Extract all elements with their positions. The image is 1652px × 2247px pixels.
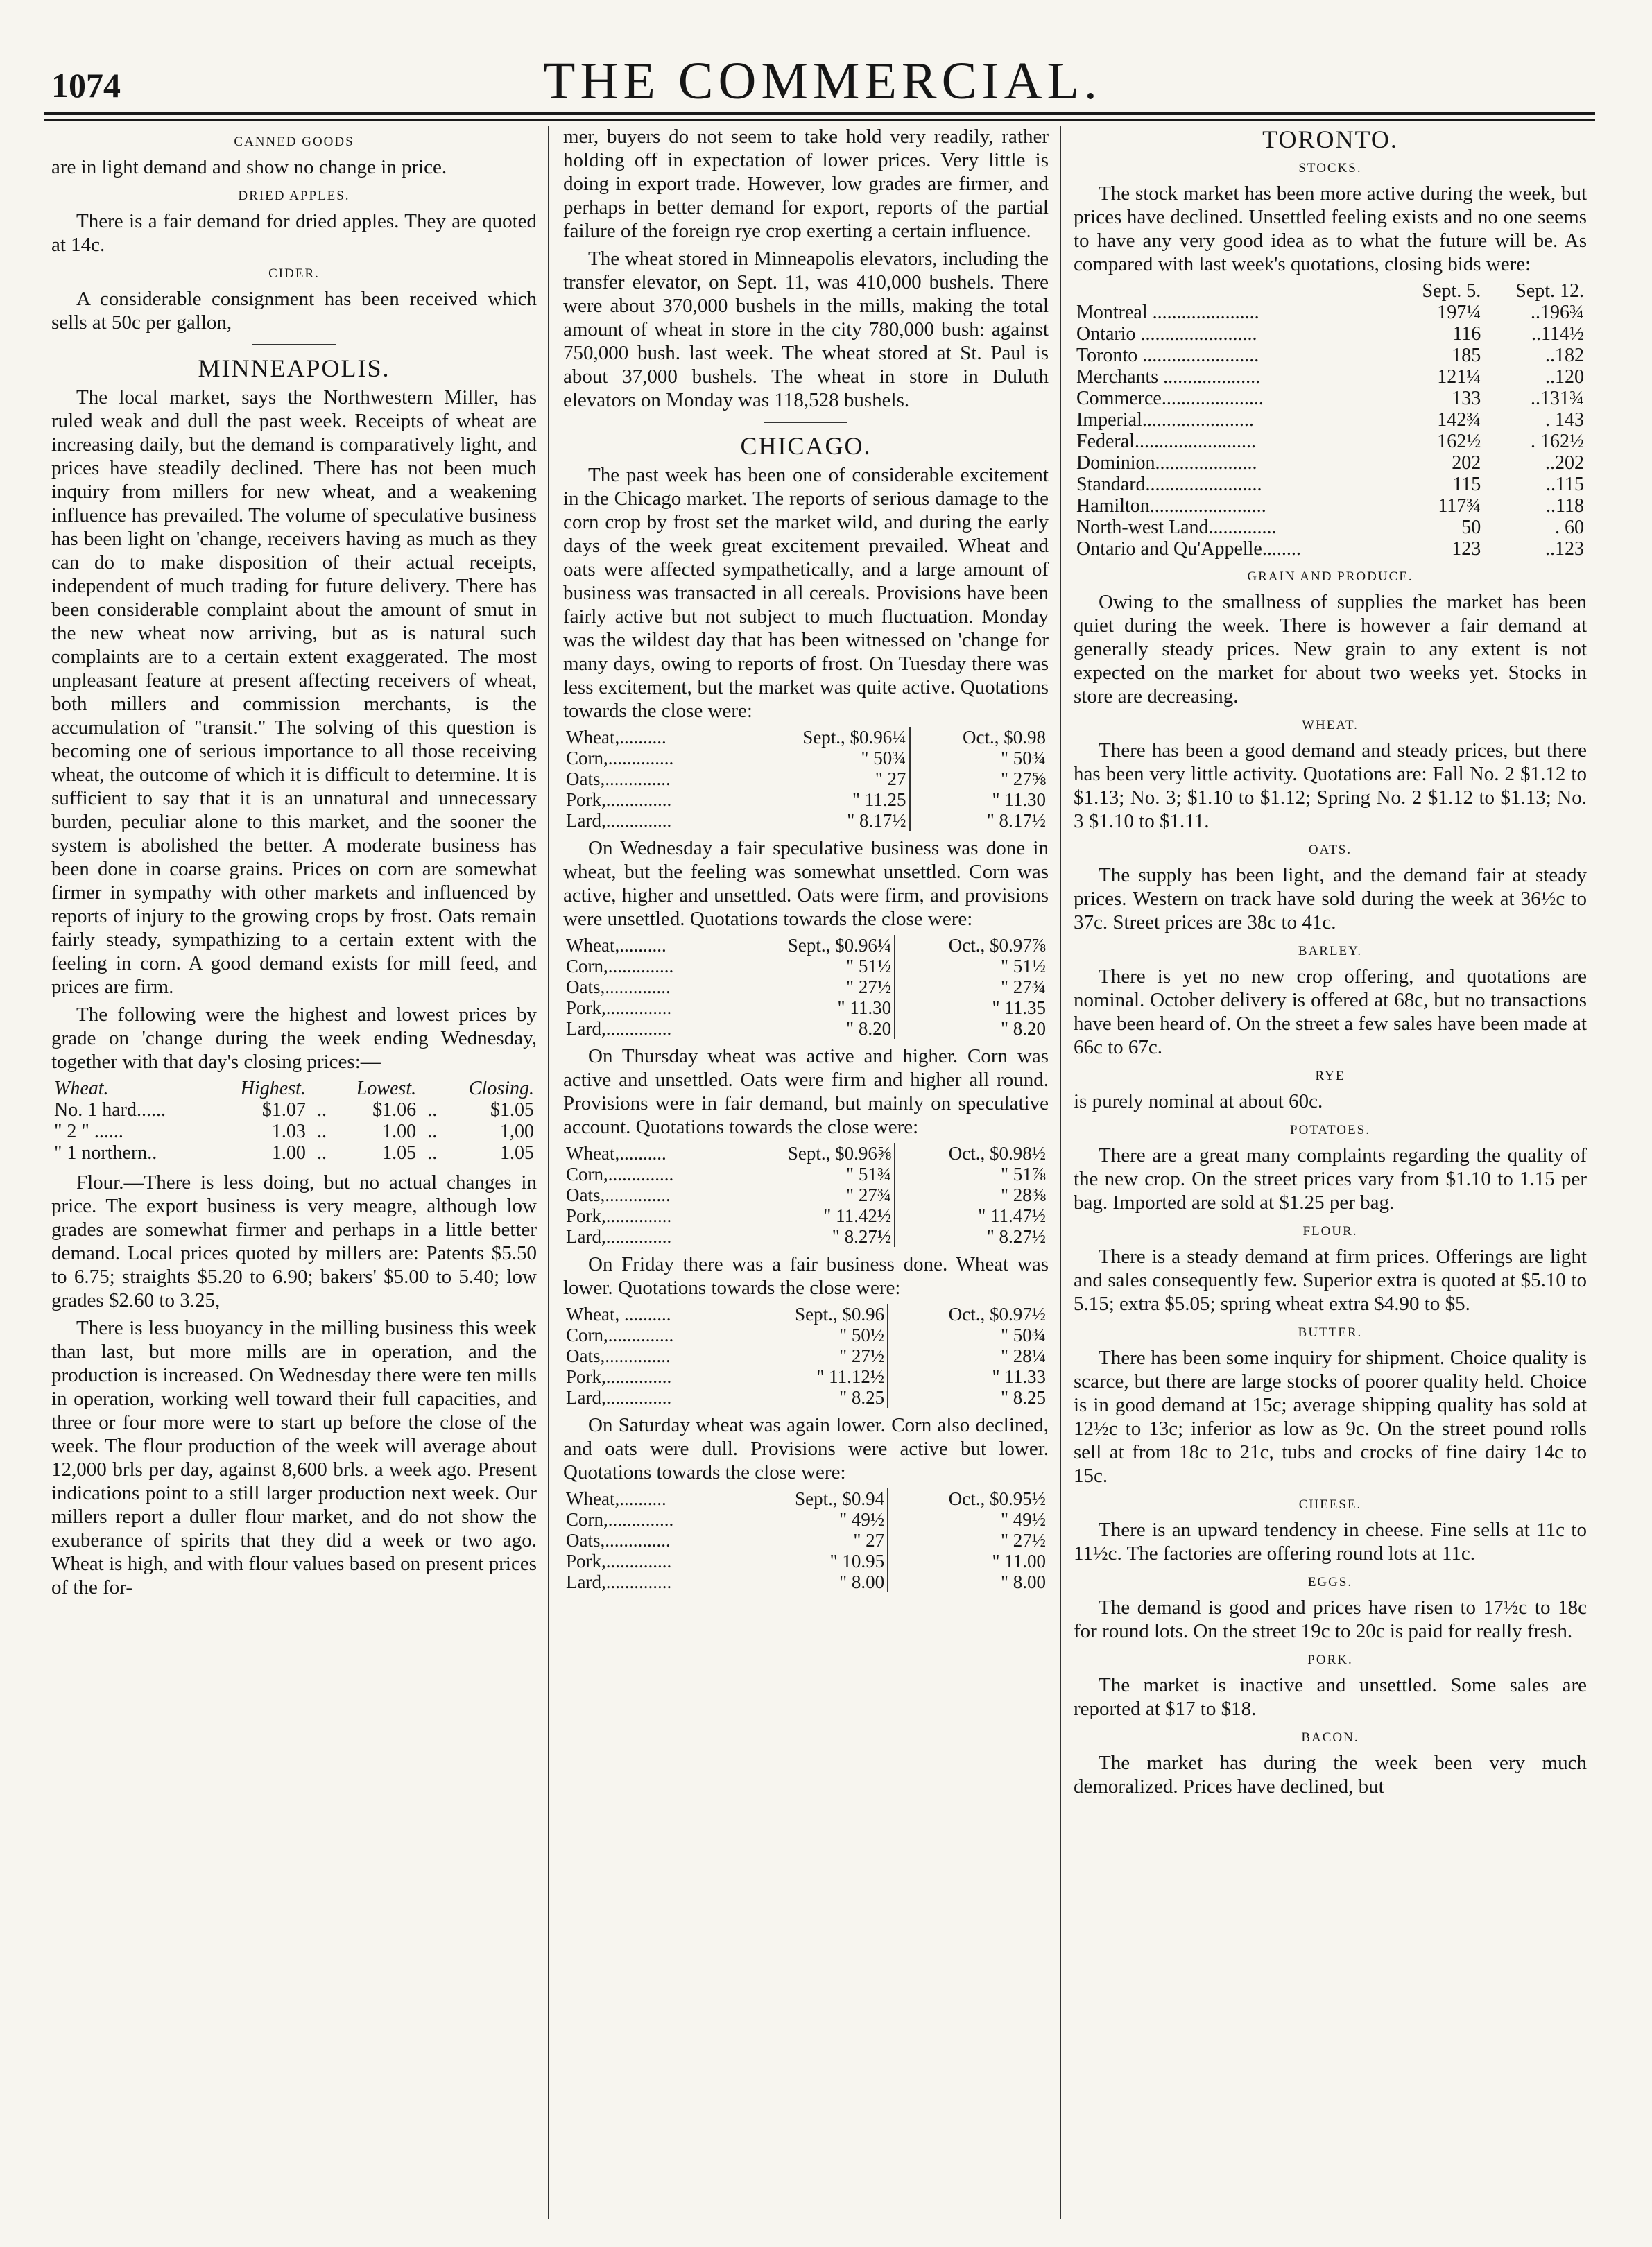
table-row xyxy=(1074,538,1587,560)
table-row xyxy=(1074,452,1587,474)
table-cell: Oats,.............. xyxy=(566,1185,671,1205)
table-cell: Sept., $0.96 xyxy=(795,1304,885,1325)
table-cell: " 1 northern.. xyxy=(54,1142,157,1164)
table-cell: 115 xyxy=(1452,474,1481,495)
barley-paragraph: There is yet no new crop offering, and quotations are nominal. October delivery is offered at 68c, but no transactions have been heard of. On the street a few sales have been made at 66c to 67c. xyxy=(1074,965,1587,1058)
table-row xyxy=(51,1121,537,1142)
table-row xyxy=(563,1325,1049,1345)
table-row xyxy=(1074,323,1587,345)
section-head-butter: BUTTER. xyxy=(1298,1325,1363,1340)
table-cell: Lard,.............. xyxy=(566,1018,672,1039)
table-cell: Imperial....................... xyxy=(1076,409,1254,431)
table-cell: Merchants .................... xyxy=(1076,366,1261,388)
quotation-table-thursday xyxy=(563,1143,1049,1247)
potatoes-paragraph: There are a great many complaints regarding the quality of the new crop. On the street prices vary from $1.10 to 1.15 per bag. Imported are sold at $1.25 per bag. xyxy=(1074,1144,1587,1214)
table-cell: 121¼ xyxy=(1437,366,1481,388)
table-row xyxy=(563,1509,1049,1530)
table-cell: 197¼ xyxy=(1437,302,1481,323)
table-cell: 1,00 xyxy=(500,1121,534,1142)
table-row xyxy=(1074,517,1587,538)
page-header xyxy=(51,49,1594,118)
table-row xyxy=(563,748,1049,768)
section-head-oats: OATS. xyxy=(1308,843,1352,857)
bacon-paragraph: The market has during the week been very much demoralized. Prices have declined, but xyxy=(1074,1752,1587,1798)
table-cell: " 50¾ xyxy=(910,748,1049,768)
table-cell: " 8.17½ xyxy=(847,810,906,831)
table-cell: Corn,.............. xyxy=(566,1164,674,1185)
section-separator xyxy=(252,344,336,345)
table-cell: Wheat,.......... xyxy=(566,935,666,956)
table-row xyxy=(563,810,1049,831)
table-cell: " 11.25 xyxy=(852,789,906,810)
page-title: THE COMMERCIAL. xyxy=(543,52,1102,110)
chicago-heading: CHICAGO. xyxy=(740,432,872,460)
table-cell: 1.00 xyxy=(271,1142,306,1164)
table-cell: Pork,.............. xyxy=(566,1366,672,1387)
table-cell: .. xyxy=(427,1121,438,1142)
chicago-paragraph-1: The past week has been one of considerable excitement in the Chicago market. The reports of serious damage to the corn crop by frost set the market wild, and during the early days of the week great excitement prevailed. Wheat and oats were affected sympathetically, and a large amount of business was transacted in all cereals. Provisions have been fairly active but not subject to much fluctuation. Monday was the wildest day that has been witnessed on 'change for many days, owing to reports of frost. On Tuesday there was less excitement, but the market was quite active. Quotations towards the close were: xyxy=(563,464,1049,722)
table-cell: " 8.00 xyxy=(888,1572,1049,1592)
section-head-dried-apples: DRIED APPLES. xyxy=(238,189,350,203)
quotation-table-saturday xyxy=(563,1488,1049,1592)
quotation-table-friday xyxy=(563,1304,1049,1408)
cider-text: A considerable consignment has been received which sells at 50c per gallon, xyxy=(51,288,537,334)
table-cell: Wheat,.......... xyxy=(566,1488,666,1509)
section-head-cheese: CHEESE. xyxy=(1298,1497,1362,1512)
table-cell: " 11.30 xyxy=(837,997,892,1018)
table-cell: .. xyxy=(317,1121,327,1142)
column-3 xyxy=(1074,125,1587,2233)
table-row xyxy=(51,1099,537,1121)
page-number: 1074 xyxy=(51,66,121,105)
canned-goods-text: are in light demand and show no change in price. xyxy=(51,156,447,178)
toronto-heading: TORONTO. xyxy=(1262,126,1398,153)
minneapolis-paragraph-2: The following were the highest and lowest prices by grade on 'change during the week ending Wednesday, together with that day's closing prices:— xyxy=(51,1004,537,1073)
table-cell: 202 xyxy=(1452,452,1481,474)
stock-date-header: Sept. 12. xyxy=(1515,280,1584,302)
flour-paragraph: Flour.—There is less doing, but no actual changes in price. The export business is very meagre, although low grades are somewhat firmer and perhaps in a little better demand. Local prices quoted by millers are: Patents $5.50 to 6.75; straights $5.20 to 6.90; bakers' $5.00 to 5.40; low grades $2.60 to 3.25, xyxy=(51,1171,537,1311)
column-divider-1 xyxy=(548,126,549,2219)
table-cell: 1.03 xyxy=(271,1121,306,1142)
table-cell: Oats,.............. xyxy=(566,1530,671,1551)
eggs-paragraph: The demand is good and prices have risen to 17½c to 18c for round lots. On the street 19c to 20c is paid for really fresh. xyxy=(1074,1596,1587,1642)
table-cell: " 11.35 xyxy=(895,997,1049,1018)
table-cell: Oats,.............. xyxy=(566,976,671,997)
table-cell: " 8.20 xyxy=(895,1018,1049,1039)
table-row xyxy=(563,1530,1049,1551)
table-cell: " 49½ xyxy=(888,1509,1049,1530)
section-head-stocks: STOCKS. xyxy=(1298,161,1362,175)
table-cell: " 8.17½ xyxy=(910,810,1049,831)
table-row xyxy=(563,1366,1049,1387)
section-head-eggs: EGGS. xyxy=(1307,1575,1353,1590)
table-cell: ..202 xyxy=(1545,452,1584,474)
table-cell: " 8.20 xyxy=(846,1018,892,1039)
table-cell: . 143 xyxy=(1545,409,1584,431)
table-row xyxy=(563,768,1049,789)
table-row xyxy=(563,1018,1049,1039)
table-cell: Lard,.............. xyxy=(566,1226,672,1247)
table-cell: " 27 xyxy=(875,768,906,789)
table-cell: " 28¼ xyxy=(888,1345,1049,1366)
table-cell: " 27¾ xyxy=(895,976,1049,997)
table-cell: Dominion..................... xyxy=(1076,452,1257,474)
table-cell: .. xyxy=(317,1142,327,1164)
table-cell: " 27½ xyxy=(839,1345,885,1366)
cheese-paragraph: There is an upward tendency in cheese. Fine sells at 11c to 11½c. The factories are offering round lots at 11c. xyxy=(1074,1519,1587,1565)
table-cell: " 8.25 xyxy=(888,1387,1049,1408)
table-row xyxy=(1074,345,1587,366)
table-row xyxy=(563,1164,1049,1185)
saturday-paragraph: On Saturday wheat was again lower. Corn also declined, and oats were dull. Provisions were active but lower. Quotations towards the close were: xyxy=(563,1414,1049,1483)
column-2 xyxy=(563,125,1049,2233)
section-head-rye: RYE xyxy=(1315,1069,1345,1083)
table-cell: " 51½ xyxy=(846,956,892,976)
table-row xyxy=(563,789,1049,810)
table-cell: 1.00 xyxy=(382,1121,417,1142)
table-cell: " 51¾ xyxy=(846,1164,892,1185)
table-cell: Oct., $0.98 xyxy=(910,727,1049,748)
table-cell: Wheat,.......... xyxy=(566,1143,666,1164)
table-cell: Sept., $0.94 xyxy=(795,1488,885,1509)
table-row xyxy=(1074,302,1587,323)
section-head-canned-goods: CANNED GOODS xyxy=(234,135,354,149)
table-cell: ..196¾ xyxy=(1531,302,1584,323)
section-head-pork: PORK. xyxy=(1307,1653,1353,1667)
grade-header: Wheat. xyxy=(54,1078,109,1099)
table-cell: " 8.00 xyxy=(839,1572,885,1592)
section-head-flour: FLOUR. xyxy=(1302,1224,1358,1239)
table-cell: Corn,.............. xyxy=(566,956,674,976)
table-row xyxy=(563,1185,1049,1205)
column-1 xyxy=(51,125,537,2233)
butter-paragraph: There has been some inquiry for shipment. Choice quality is scarce, but there are large stocks of poorer quality held. Choice is in good demand at 15c; average shipping quality has sold at 12½c to 13c; inferior as low as 9c. On the street pound rolls sell at from 18c to 21c, tubs and crocks of fine dairy 14c to 15c. xyxy=(1074,1347,1587,1487)
table-cell: Lard,.............. xyxy=(566,1572,672,1592)
table-cell: ..114½ xyxy=(1531,323,1584,345)
table-cell: Pork,.............. xyxy=(566,997,672,1018)
column-divider-2 xyxy=(1060,126,1061,2219)
table-cell: " 11.42½ xyxy=(823,1205,892,1226)
header-rule-thick xyxy=(44,112,1595,115)
rye-paragraph: is purely nominal at about 60c. xyxy=(1074,1090,1323,1112)
table-row xyxy=(563,956,1049,976)
table-cell: Sept., $0.96⅝ xyxy=(787,1143,892,1164)
table-cell: Oct., $0.98½ xyxy=(895,1143,1049,1164)
table-cell: ..118 xyxy=(1546,495,1584,517)
table-row xyxy=(563,1304,1049,1325)
minneapolis-heading: MINNEAPOLIS. xyxy=(198,354,390,382)
table-cell: 133 xyxy=(1452,388,1481,409)
table-cell: " 27 xyxy=(853,1530,885,1551)
table-cell: No. 1 hard...... xyxy=(54,1099,166,1121)
grade-header: Lowest. xyxy=(356,1078,417,1099)
table-row xyxy=(563,1488,1049,1509)
section-head-wheat: WHEAT. xyxy=(1302,718,1359,732)
grade-table-header xyxy=(51,1078,537,1099)
table-row xyxy=(563,1143,1049,1164)
table-cell: Lard,.............. xyxy=(566,1387,672,1408)
stock-quotation-table xyxy=(1074,280,1587,560)
grain-paragraph: Owing to the smallness of supplies the market has been quiet during the week. There is however a fair demand at generally steady prices. New grain to any extent is not expected on the market for about two weeks yet. Stocks in store are decreasing. xyxy=(1074,591,1587,707)
table-cell: 162½ xyxy=(1437,431,1481,452)
table-cell: 123 xyxy=(1452,538,1481,560)
section-head-bacon: BACON. xyxy=(1301,1730,1359,1745)
table-cell: Oct., $0.95½ xyxy=(888,1488,1049,1509)
table-cell: Ontario ........................ xyxy=(1076,323,1257,345)
table-cell: " 11.12½ xyxy=(816,1366,885,1387)
oats-paragraph: The supply has been light, and the demand fair at steady prices. Western on track have sold during the week at 36½c to 37c. Street prices are 38c to 41c. xyxy=(1074,864,1587,933)
table-cell: " 27⅝ xyxy=(910,768,1049,789)
table-cell: 1.05 xyxy=(382,1142,417,1164)
table-cell: " 11.30 xyxy=(910,789,1049,810)
table-cell: " 27½ xyxy=(846,976,892,997)
table-cell: 117¾ xyxy=(1438,495,1481,517)
table-cell: Montreal ...................... xyxy=(1076,302,1259,323)
table-cell: .. xyxy=(427,1142,438,1164)
table-cell: ..115 xyxy=(1546,474,1584,495)
table-cell: ..123 xyxy=(1545,538,1584,560)
table-row xyxy=(1074,474,1587,495)
table-cell: 185 xyxy=(1452,345,1481,366)
table-row xyxy=(1074,431,1587,452)
table-cell: " 51½ xyxy=(895,956,1049,976)
table-cell: $1.05 xyxy=(490,1099,534,1121)
table-cell: 50 xyxy=(1461,517,1481,538)
section-separator xyxy=(764,422,847,423)
table-cell: Ontario and Qu'Appelle........ xyxy=(1076,538,1301,560)
table-cell: " 27¾ xyxy=(846,1185,892,1205)
table-row xyxy=(563,1551,1049,1572)
table-cell: Federal......................... xyxy=(1076,431,1256,452)
table-cell: Wheat,.......... xyxy=(566,727,666,748)
friday-paragraph: On Friday there was a fair business done. Wheat was lower. Quotations towards the close were: xyxy=(563,1253,1049,1299)
table-row xyxy=(1074,495,1587,517)
table-cell: ..120 xyxy=(1545,366,1584,388)
table-cell: Standard........................ xyxy=(1076,474,1262,495)
table-cell: " 50¾ xyxy=(888,1325,1049,1345)
table-cell: " 10.95 xyxy=(829,1551,885,1572)
table-cell: " 28⅜ xyxy=(895,1185,1049,1205)
milling-paragraph: There is less buoyancy in the milling business this week than last, but more mills are in operation, and the production is increased. On Wednesday there were ten mills in operation, working well toward their full capacities, and three or four more were to start up before the close of the week. The flour production of the week will average about 12,000 brls per day, against 8,600 brls. a week ago. Present indications point to a still larger production next week. Our millers report a duller flour market, and do not show the exuberance of spirits that they did a week or two ago. Wheat is high, and with flour values based on present prices of the for- xyxy=(51,1317,537,1599)
section-head-barley: BARLEY. xyxy=(1298,944,1363,958)
table-cell: Toronto ........................ xyxy=(1076,345,1259,366)
wednesday-paragraph: On Wednesday a fair speculative business was done in wheat, but the feeling was somewhat unsettled. Corn was active, higher and unsettled. Oats were firm, and provisions were unsettled. Quotations towards the close were: xyxy=(563,837,1049,930)
minneapolis-paragraph-1: The local market, says the Northwestern Miller, has ruled weak and dull the past week. Receipts of wheat are increasing daily, but the demand is comparatively light, and prices have steadily declined. There has not been much inquiry from millers for new wheat, and a weakening influence has prevailed. The volume of speculative business has been light on 'change, receivers having as much as they can do to make disposition of their actual receipts, independent of much trading for future delivery. There has been considerable complaint about the amount of smut in the new wheat now arriving, but as is natural such complaints are to a certain extent exaggerated. The most unpleasant feature at present affecting receivers of wheat, both millers and commission merchants, is the accumulation of "transit." The solving of this question is becoming one of serious importance to all those receiving wheat, the outcome of which it is difficult to determine. It is sufficient to say that it is an unnatural and unnecessary burden, peculiar alone to this market, and the sooner the system is abolished the better. A moderate business has been done in coarse grains. Prices on corn are somewhat firmer in sympathy with other markets and influenced by reports of injury to the growing crops by frost. Oats remain fairly steady, sympathizing to a certain extent with the feeling in corn. A good demand exists for mill feed, and prices are firm. xyxy=(51,386,537,998)
table-cell: " 11.33 xyxy=(888,1366,1049,1387)
table-cell: . 60 xyxy=(1555,517,1584,538)
wheat-paragraph: There has been a good demand and steady prices, but there has been very little activity. Quotations are: Fall No. 2 $1.12 to $1.13; No. 3; $1.10 to $1.12; Spring No. 2 $1.12 to $1.13; No. 3 $1.10 to $1.11. xyxy=(1074,739,1587,832)
table-cell: Oats,.............. xyxy=(566,1345,671,1366)
table-cell: .. xyxy=(427,1099,438,1121)
table-cell: Oats,.............. xyxy=(566,768,671,789)
table-cell: Oct., $0.97⅞ xyxy=(895,935,1049,956)
header-rule-thin xyxy=(44,119,1595,121)
section-head-grain-produce: GRAIN AND PRODUCE. xyxy=(1247,569,1413,584)
table-cell: $1.06 xyxy=(372,1099,417,1121)
stock-date-header: Sept. 5. xyxy=(1422,280,1481,302)
table-row xyxy=(563,1345,1049,1366)
table-cell: ..182 xyxy=(1545,345,1584,366)
stocks-paragraph: The stock market has been more active during the week, but prices have declined. Unsettled feeling exists and no one seems to have any very good idea as to what the future will be. As compared with last week's quotations, closing bids were: xyxy=(1074,182,1587,275)
table-cell: Corn,.............. xyxy=(566,748,674,768)
table-cell: Sept., $0.96¼ xyxy=(787,935,892,956)
table-cell: " 8.27½ xyxy=(832,1226,892,1247)
continued-paragraph: mer, buyers do not seem to take hold very readily, rather holding off in expectation of lower prices. Very little is doing in export trade. However, low grades are firmer, and perhaps in better demand for export, reports of the partial failure of the foreign rye crop exerting a certain influence. xyxy=(563,126,1049,242)
table-row xyxy=(1074,409,1587,431)
section-head-cider: CIDER. xyxy=(268,266,320,281)
table-cell: " 8.25 xyxy=(839,1387,885,1408)
table-cell: " 8.27½ xyxy=(895,1226,1049,1247)
section-head-potatoes: POTATOES. xyxy=(1290,1123,1370,1137)
table-row xyxy=(563,727,1049,748)
table-row xyxy=(563,1572,1049,1592)
table-row xyxy=(1074,366,1587,388)
quotation-table-tuesday xyxy=(563,727,1049,831)
table-cell: 1.05 xyxy=(500,1142,534,1164)
table-cell: .. xyxy=(317,1099,327,1121)
table-cell: Corn,.............. xyxy=(566,1509,674,1530)
table-row xyxy=(51,1142,537,1164)
table-row xyxy=(563,1205,1049,1226)
table-cell: Corn,.............. xyxy=(566,1325,674,1345)
grade-header: Highest. xyxy=(240,1078,306,1099)
table-row xyxy=(1074,388,1587,409)
table-cell: Pork,.............. xyxy=(566,1205,672,1226)
table-cell: " 11.00 xyxy=(888,1551,1049,1572)
table-cell: ..131¾ xyxy=(1531,388,1584,409)
table-cell: North-west Land.............. xyxy=(1076,517,1277,538)
table-cell: 142¾ xyxy=(1437,409,1481,431)
quotation-table-wednesday xyxy=(563,935,1049,1039)
table-cell: . 162½ xyxy=(1531,431,1584,452)
pork-paragraph: The market is inactive and unsettled. Some sales are reported at $17 to $18. xyxy=(1074,1674,1587,1720)
table-cell: Commerce..................... xyxy=(1076,388,1264,409)
table-cell: " 49½ xyxy=(839,1509,885,1530)
table-cell: Lard,.............. xyxy=(566,810,672,831)
table-row xyxy=(563,976,1049,997)
elevator-stocks-paragraph: The wheat stored in Minneapolis elevators, including the transfer elevator, on Sept. 11, was 410,000 bushels. There were about 370,000 bushels in the mills, making the total amount of wheat in store in the city 780,000 bush: against 750,000 bush. last week. The wheat stored at St. Paul is about 37,000 bushels. The wheat in store in Duluth elevators on Monday was 118,528 bushels. xyxy=(563,248,1049,411)
table-row xyxy=(563,997,1049,1018)
dried-apples-text: There is a fair demand for dried apples. They are quoted at 14c. xyxy=(51,210,537,256)
table-cell: Hamilton........................ xyxy=(1076,495,1266,517)
table-cell: " 50¾ xyxy=(861,748,906,768)
grade-price-table xyxy=(51,1078,537,1164)
table-cell: $1.07 xyxy=(261,1099,306,1121)
table-cell: Wheat, .......... xyxy=(566,1304,671,1325)
table-row xyxy=(563,935,1049,956)
table-cell: " 27½ xyxy=(888,1530,1049,1551)
table-cell: Pork,.............. xyxy=(566,789,672,810)
table-cell: " 51⅞ xyxy=(895,1164,1049,1185)
thursday-paragraph: On Thursday wheat was active and higher. Corn was active and unsettled. Oats were firm and higher all round. Provisions were in fair demand, but mainly on speculative account. Quotations towards the close were: xyxy=(563,1045,1049,1138)
grade-header: Closing. xyxy=(468,1078,534,1099)
table-cell: " 2 " ...... xyxy=(54,1121,123,1142)
flour-toronto-paragraph: There is a steady demand at firm prices. Offerings are light and sales consequently few. Superior extra is quoted at $5.10 to 5.15; extra $5.05; spring wheat extra $4.90 to $5. xyxy=(1074,1246,1587,1315)
table-cell: 116 xyxy=(1452,323,1481,345)
table-row xyxy=(563,1387,1049,1408)
table-cell: " 50½ xyxy=(839,1325,885,1345)
table-cell: Oct., $0.97½ xyxy=(888,1304,1049,1325)
table-cell: " 11.47½ xyxy=(895,1205,1049,1226)
table-cell: Pork,.............. xyxy=(566,1551,672,1572)
table-row xyxy=(563,1226,1049,1247)
table-cell: Sept., $0.96¼ xyxy=(802,727,906,748)
stock-table-header xyxy=(1074,280,1587,302)
